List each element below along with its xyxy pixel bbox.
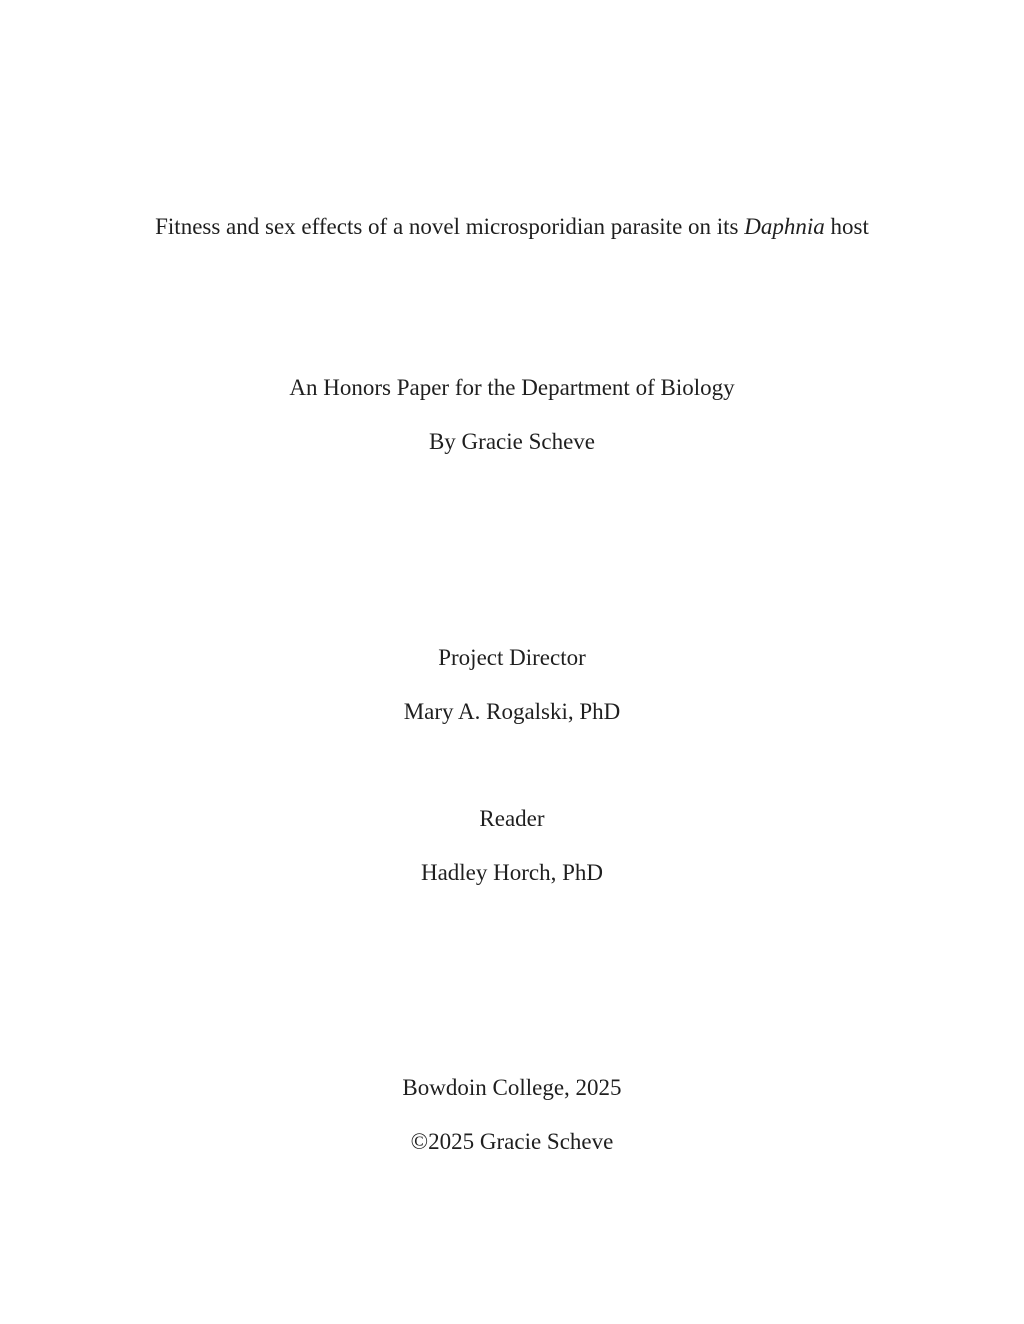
reader-label: Reader	[479, 806, 545, 831]
paper-title-taxon: Daphnia	[744, 214, 825, 239]
director-label: Project Director	[438, 645, 586, 670]
paper-title	[0, 213, 1024, 241]
author-line: By Gracie Scheve	[428, 429, 596, 454]
institution-line: Bowdoin College, 2025	[402, 1075, 622, 1100]
director-name: Mary A. Rogalski, PhD	[403, 699, 621, 724]
paper-subtitle: An Honors Paper for the Department of Biology	[289, 375, 735, 400]
reader-name: Hadley Horch, PhD	[420, 860, 604, 885]
copyright-line: ©2025 Gracie Scheve	[410, 1129, 614, 1154]
paper-title-part-2: host	[824, 214, 869, 239]
paper-title-part-1: Fitness and sex effects of a novel microsporidian parasite on its	[155, 214, 745, 239]
